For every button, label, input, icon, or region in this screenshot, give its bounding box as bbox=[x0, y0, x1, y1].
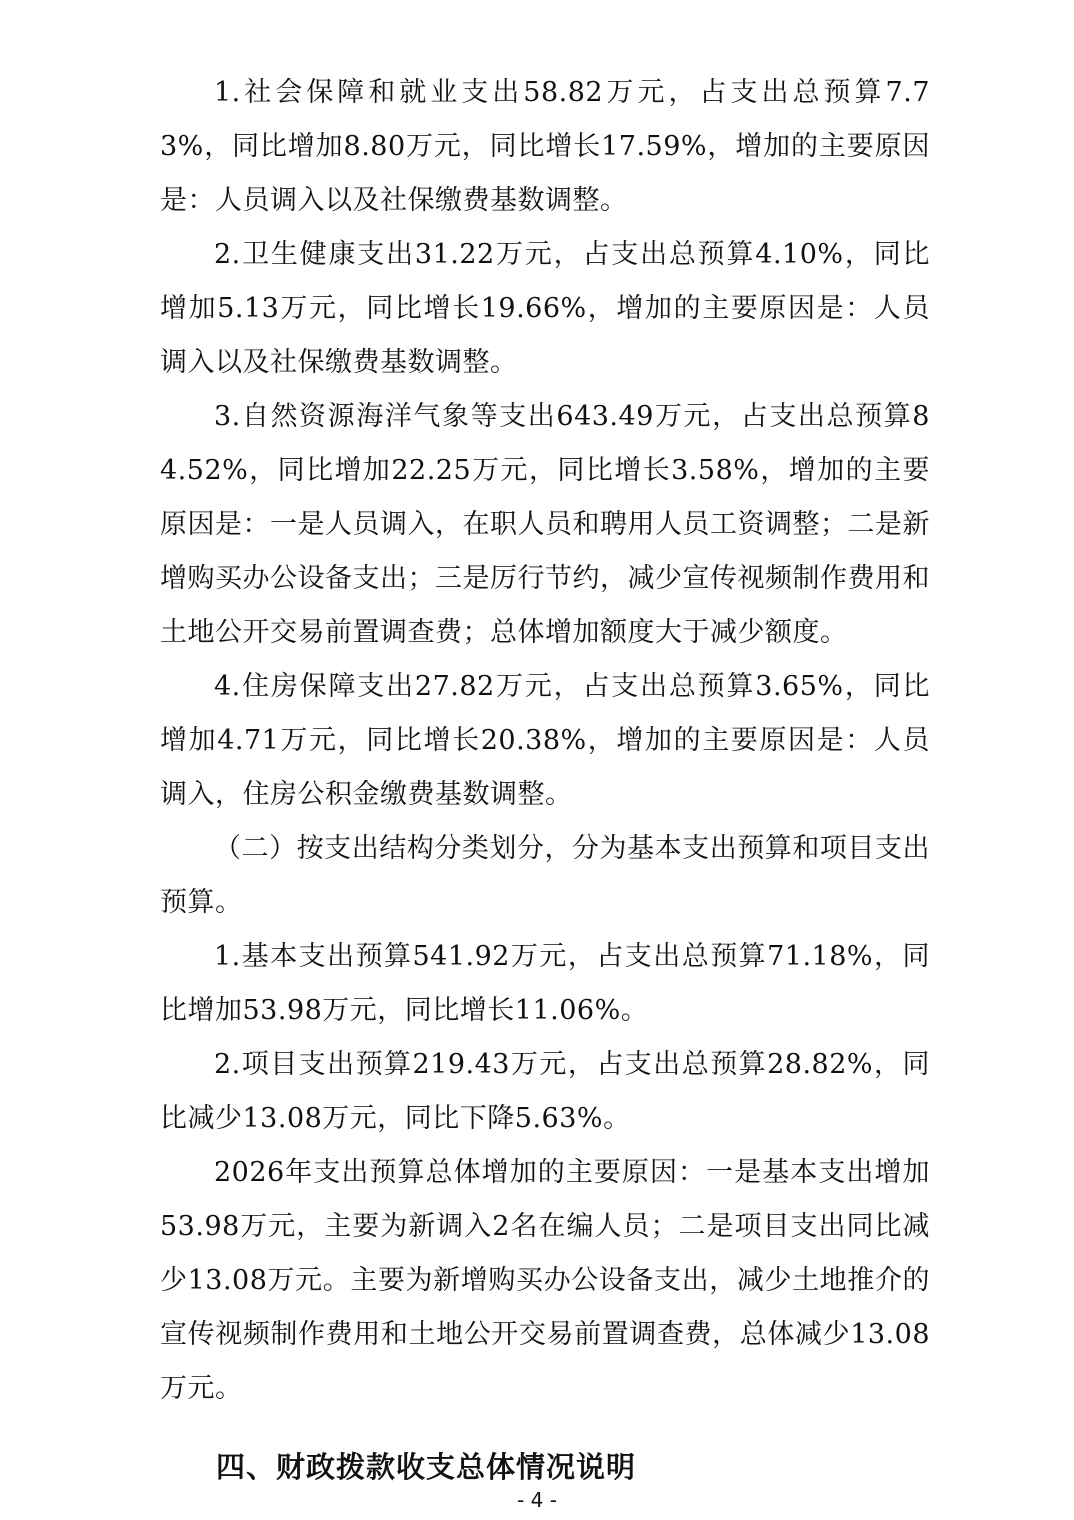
paragraph-health: 2.卫生健康支出31.22万元，占支出总预算4.10%，同比增加5.13万元，同比增长19.66%，增加的主要原因是：人员调入以及社保缴费基数调整。 bbox=[160, 239, 930, 378]
page-number: - 4 - bbox=[517, 1488, 557, 1512]
paragraph-natural-resources: 3.自然资源海洋气象等支出643.49万元，占支出总预算84.52%，同比增加22.25万元，同比增长3.58%，增加的主要原因是：一是人员调入，在职人员和聘用人员工资调整；二是新增购买办公设备支出；三是厉行节约，减少宣传视频制作费用和土地公开交易前置调查费；总体增加额度大于减少额度。 bbox=[160, 401, 930, 648]
paragraph-structure-classification: （二）按支出结构分类划分，分为基本支出预算和项目支出预算。 bbox=[160, 833, 930, 918]
section-heading: 四、财政拨款收支总体情况说明 bbox=[216, 1450, 637, 1484]
paragraph-social-security: 1.社会保障和就业支出58.82万元，占支出总预算7.73%，同比增加8.80万元，同比增长17.59%，增加的主要原因是：人员调入以及社保缴费基数调整。 bbox=[160, 77, 930, 216]
paragraph-housing: 4.住房保障支出27.82万元，占支出总预算3.65%，同比增加4.71万元，同比增长20.38%，增加的主要原因是：人员调入，住房公积金缴费基数调整。 bbox=[160, 671, 930, 810]
paragraph-overall-increase: 2026年支出预算总体增加的主要原因：一是基本支出增加53.98万元，主要为新调入2名在编人员；二是项目支出同比减少13.08万元。主要为新增购买办公设备支出，减少土地推介的宣传视频制作费用和土地公开交易前置调查费，总体减少13.08万元。 bbox=[160, 1157, 930, 1404]
paragraph-project-expenditure: 2.项目支出预算219.43万元，占支出总预算28.82%，同比减少13.08万元，同比下降5.63%。 bbox=[160, 1049, 930, 1134]
paragraph-basic-expenditure: 1.基本支出预算541.92万元，占支出总预算71.18%，同比增加53.98万元，同比增长11.06%。 bbox=[160, 941, 930, 1026]
